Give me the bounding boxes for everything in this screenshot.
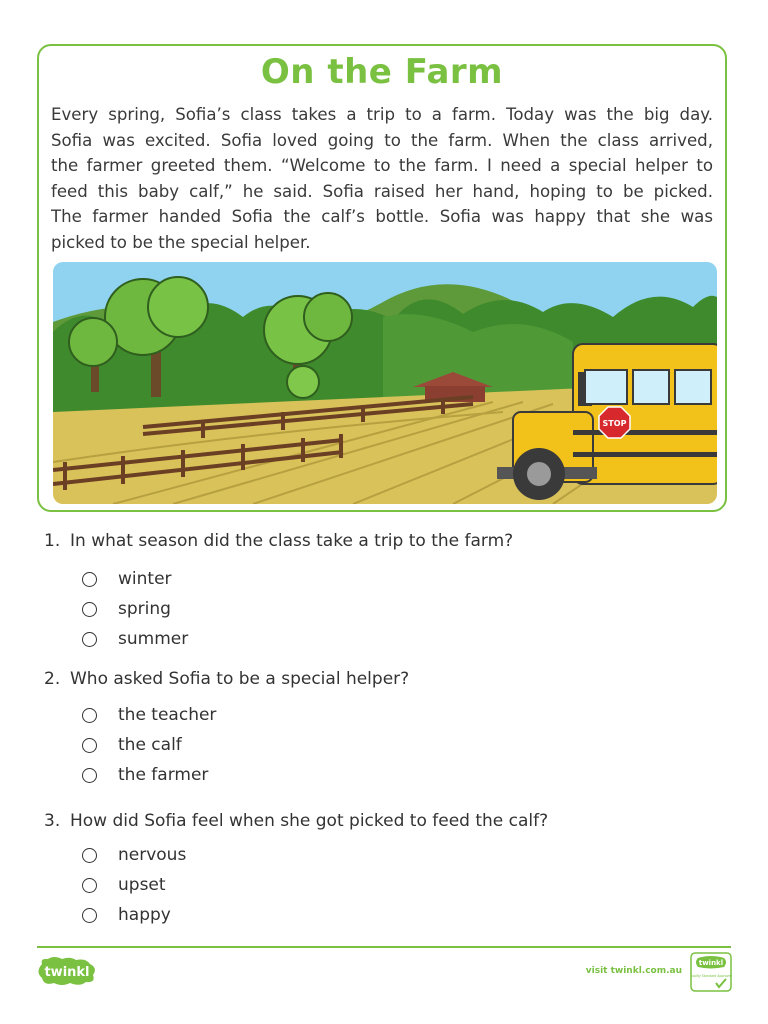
option-label: spring	[118, 599, 171, 619]
answer-option[interactable]	[82, 734, 182, 756]
answer-option[interactable]	[82, 904, 171, 926]
answer-option[interactable]	[82, 844, 186, 866]
story-line: the farmer greeted them. “Welcome to the farm. I need a special helper to	[51, 156, 713, 175]
radio-button[interactable]	[82, 708, 97, 723]
quality-badge	[690, 952, 732, 992]
radio-button[interactable]	[82, 602, 97, 617]
option-label: the calf	[118, 735, 182, 755]
visit-link[interactable]: visit twinkl.com.au	[585, 966, 682, 976]
answer-option[interactable]	[82, 764, 208, 786]
answer-option[interactable]	[82, 598, 171, 620]
answer-option[interactable]	[82, 704, 216, 726]
answer-option[interactable]	[82, 874, 166, 896]
option-label: nervous	[118, 845, 187, 865]
footer-divider	[37, 946, 731, 948]
story-line: feed this baby calf,” he said. Sofia raised her hand, hoping to be picked.	[51, 181, 713, 201]
story-line: picked to be the special helper.	[51, 232, 311, 252]
question-text: Who asked Sofia to be a special helper?	[70, 669, 410, 689]
option-label: happy	[118, 905, 171, 925]
radio-button[interactable]	[82, 768, 97, 783]
twinkl-logo[interactable]	[36, 956, 98, 990]
radio-button[interactable]	[82, 878, 97, 893]
farm-illustration	[53, 262, 717, 504]
radio-button[interactable]	[82, 848, 97, 863]
radio-button[interactable]	[82, 632, 97, 647]
radio-button[interactable]	[82, 908, 97, 923]
option-label: upset	[118, 875, 166, 895]
question-2	[44, 669, 409, 689]
svg-text:twinkl: twinkl	[698, 959, 724, 967]
svg-text:twinkl: twinkl	[44, 965, 90, 980]
story-line: Every spring, Sofia’s class takes a trip to a farm. Today was the big day.	[51, 105, 713, 124]
option-label: summer	[118, 629, 189, 649]
option-label: winter	[118, 569, 172, 589]
page-title: On the Farm	[260, 52, 504, 92]
answer-option[interactable]	[82, 568, 172, 590]
question-number: 1.	[44, 531, 61, 551]
radio-button[interactable]	[82, 572, 97, 587]
question-number: 3.	[44, 811, 61, 831]
question-number: 2.	[44, 669, 61, 689]
question-text: How did Sofia feel when she got picked to feed the calf?	[70, 811, 549, 831]
stop-sign-text: STOP	[602, 419, 627, 428]
radio-button[interactable]	[82, 738, 97, 753]
story-line: Sofia was excited. Sofia loved going to the farm. When the class arrived,	[51, 130, 713, 150]
story-text	[51, 102, 713, 255]
question-3	[44, 811, 548, 831]
option-label: the farmer	[118, 765, 209, 785]
option-label: the teacher	[118, 705, 217, 725]
story-box	[37, 44, 727, 512]
question-text: In what season did the class take a trip to the farm?	[70, 531, 514, 551]
svg-text:Quality Standard Approved: Quality Standard Approved	[690, 974, 732, 978]
question-1	[44, 531, 513, 551]
answer-option[interactable]	[82, 628, 188, 650]
story-line: The farmer handed Sofia the calf’s bottle. Sofia was happy that she was	[51, 207, 713, 226]
